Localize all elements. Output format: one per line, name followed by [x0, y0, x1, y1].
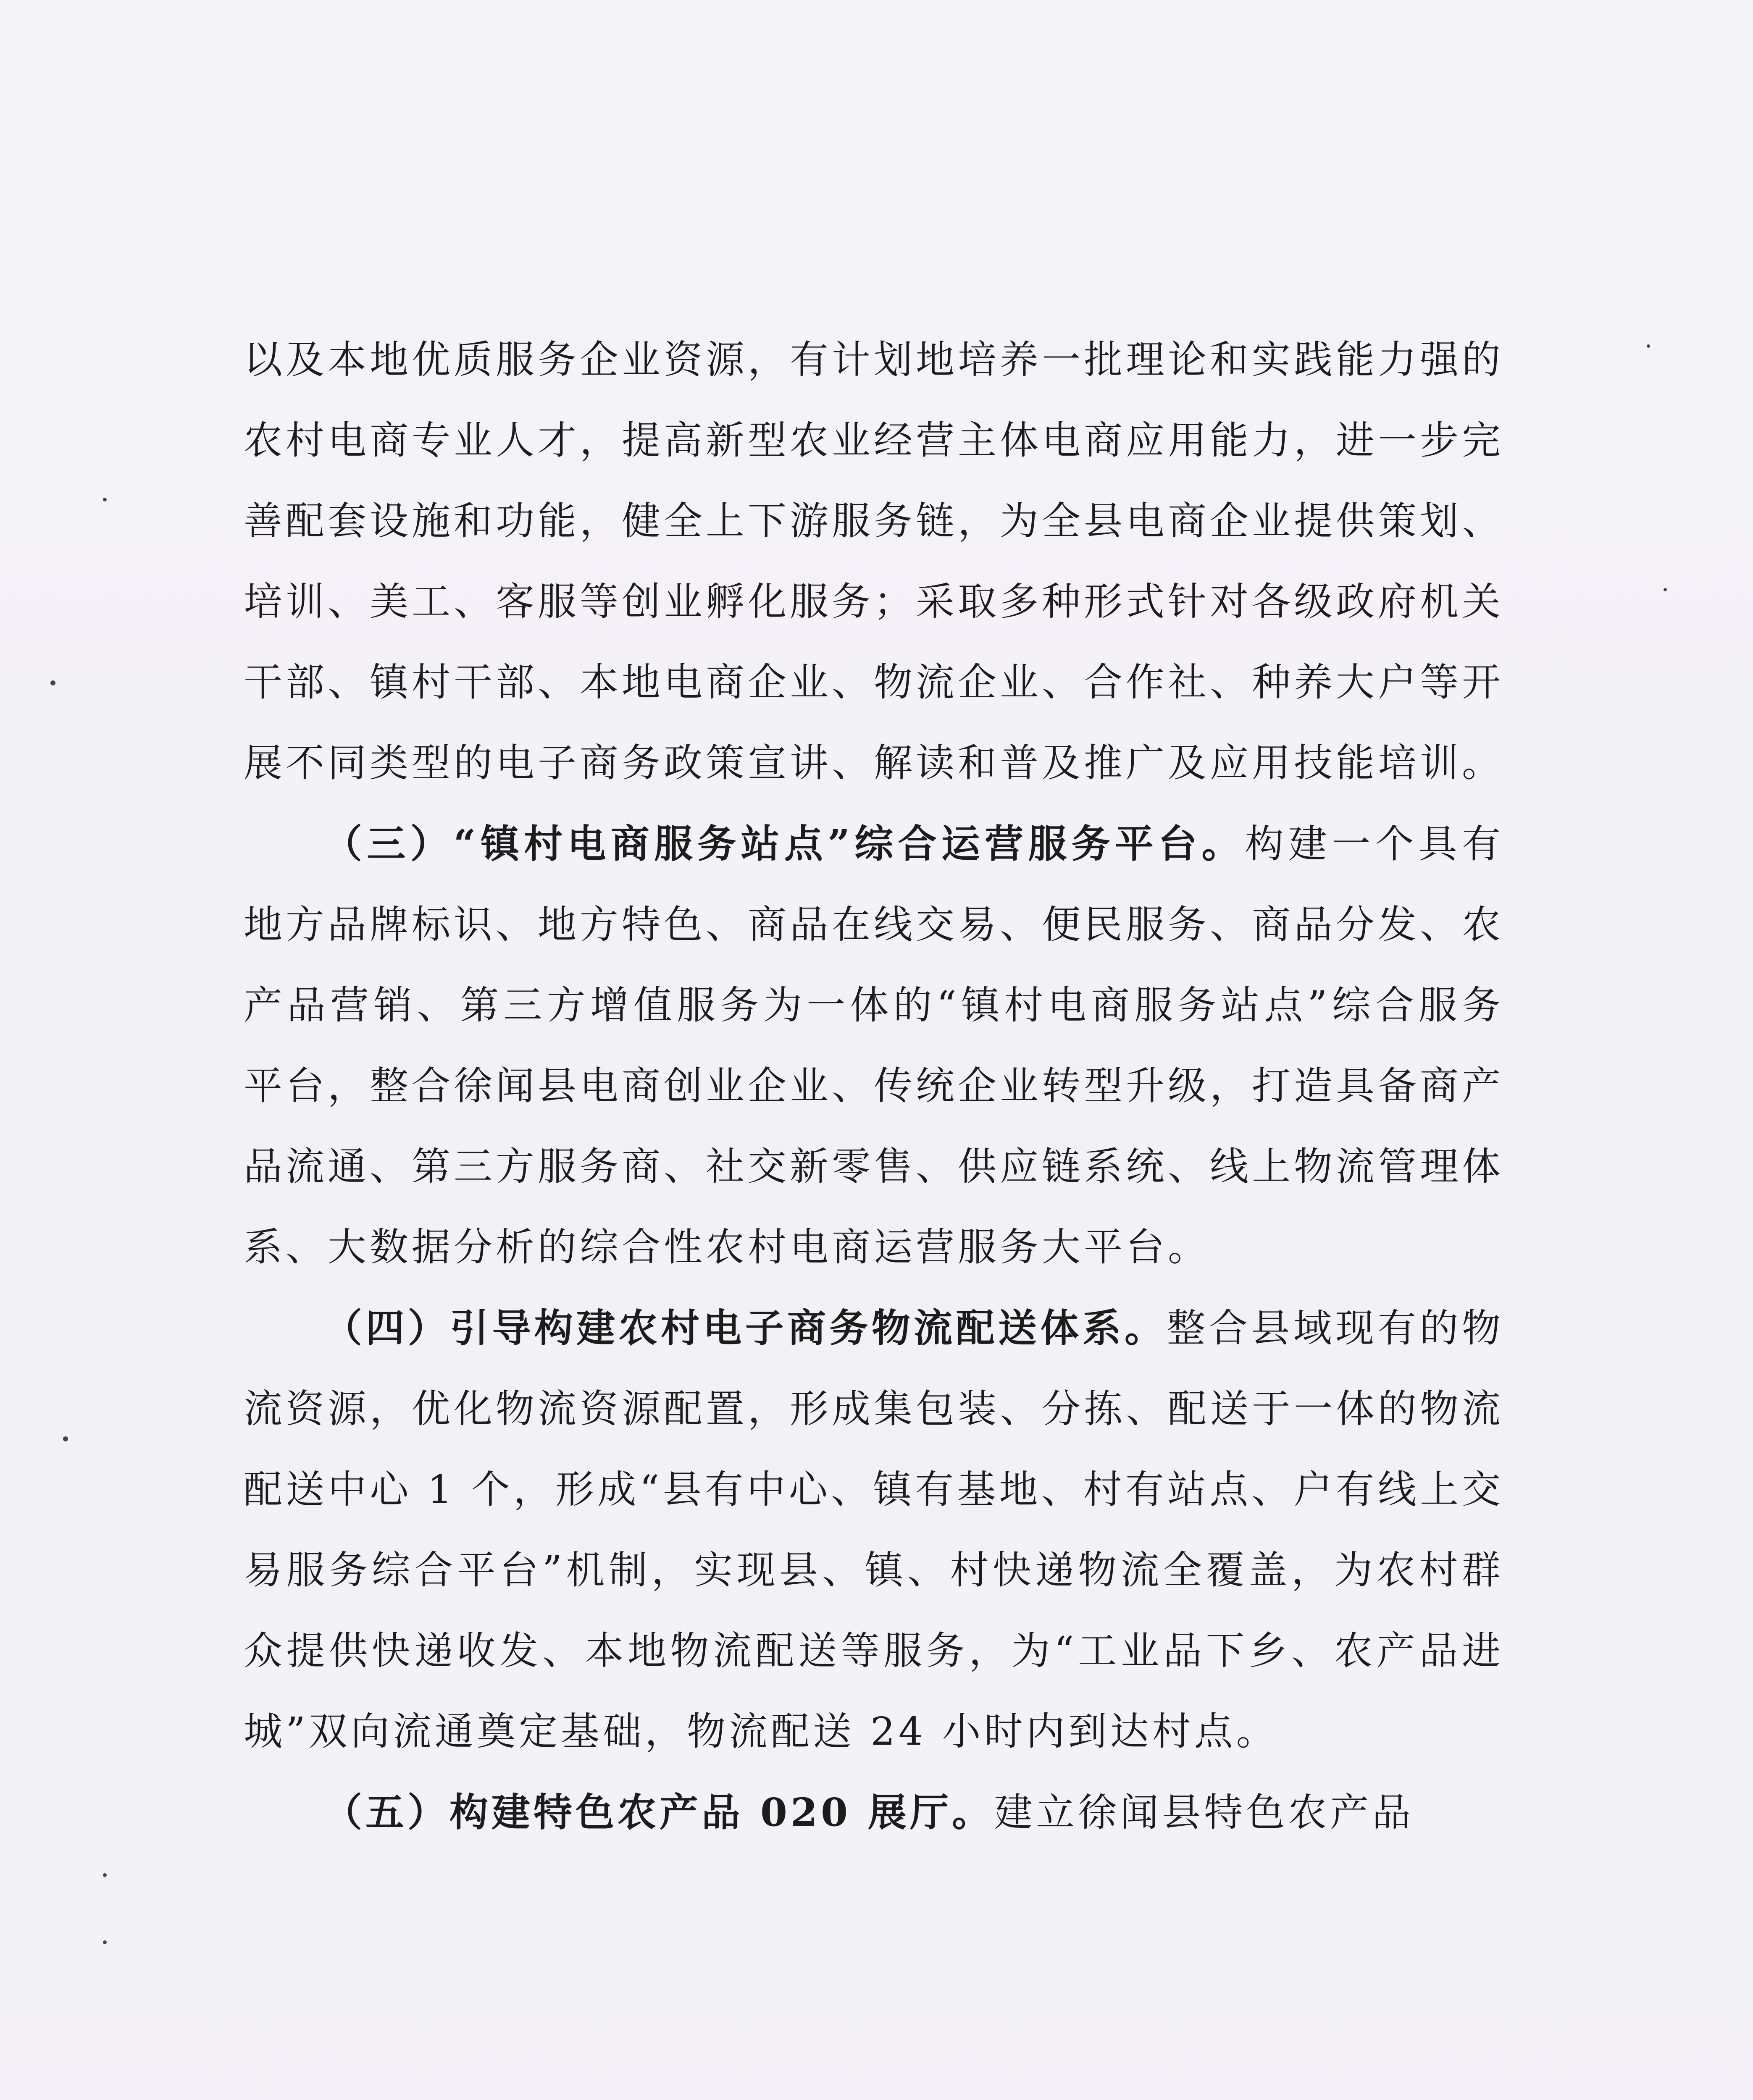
paragraph-2-lead: （三）“镇村电商服务站点”综合运营服务平台。: [323, 821, 1245, 866]
scan-speck: [103, 1940, 107, 1944]
paragraph-1-text: 以及本地优质服务企业资源，有计划地培养一批理论和实践能力强的农村电商专业人才，提高新型农业经营主体电商应用能力，进一步完善配套设施和功能，健全上下游服务链，为全县电商企业提供策划、培训、美工、客服等创业孵化服务；采取多种形式针对各级政府机关干部、镇村干部、本地电商企业、物流企业、合作社、种养大户等开展不同类型的电子商务政策宣讲、解读和普及推广及应用技能培训。: [244, 337, 1504, 785]
paragraph-3: [244, 1288, 1504, 1772]
paragraph-4: [244, 1772, 1504, 1853]
paragraph-4-text: 建立徐闻县特色农产品: [994, 1790, 1414, 1835]
scan-speck: [103, 498, 107, 501]
paragraph-2-text: 构建一个具有地方品牌标识、地方特色、商品在线交易、便民服务、商品分发、农产品营销、第三方增值服务为一体的“镇村电商服务站点”综合服务平台，整合徐闻县电商创业企业、传统企业转型升级，打造具备商产品流通、第三方服务商、社交新零售、供应链系统、线上物流管理体系、大数据分析的综合性农村电商运营服务大平台。: [244, 822, 1504, 1270]
scan-speck: [103, 1873, 107, 1877]
paragraph-1: [244, 319, 1504, 803]
paragraph-2: [244, 803, 1504, 1288]
paragraph-3-text: 整合县域现有的物流资源，优化物流资源配置，形成集包装、分拣、配送于一体的物流配送中心 1 个，形成“县有中心、镇有基地、村有站点、户有线上交易服务综合平台”机制，实现县、镇、村快递物流全覆盖，为农村群众提供快递收发、本地物流配送等服务，为“工业品下乡、农产品进城”双向流通奠定基础，物流配送 24 小时内到达村点。: [244, 1306, 1504, 1754]
paragraph-4-lead: （五）构建特色农产品 020 展厅。: [323, 1790, 994, 1835]
paragraph-3-lead: （四）引导构建农村电子商务物流配送体系。: [323, 1305, 1167, 1351]
scan-speck: [1647, 344, 1650, 348]
scan-speck: [1664, 588, 1667, 591]
body-text: [244, 319, 1504, 1853]
scan-speck: [63, 1436, 68, 1441]
scan-speck: [50, 680, 55, 685]
